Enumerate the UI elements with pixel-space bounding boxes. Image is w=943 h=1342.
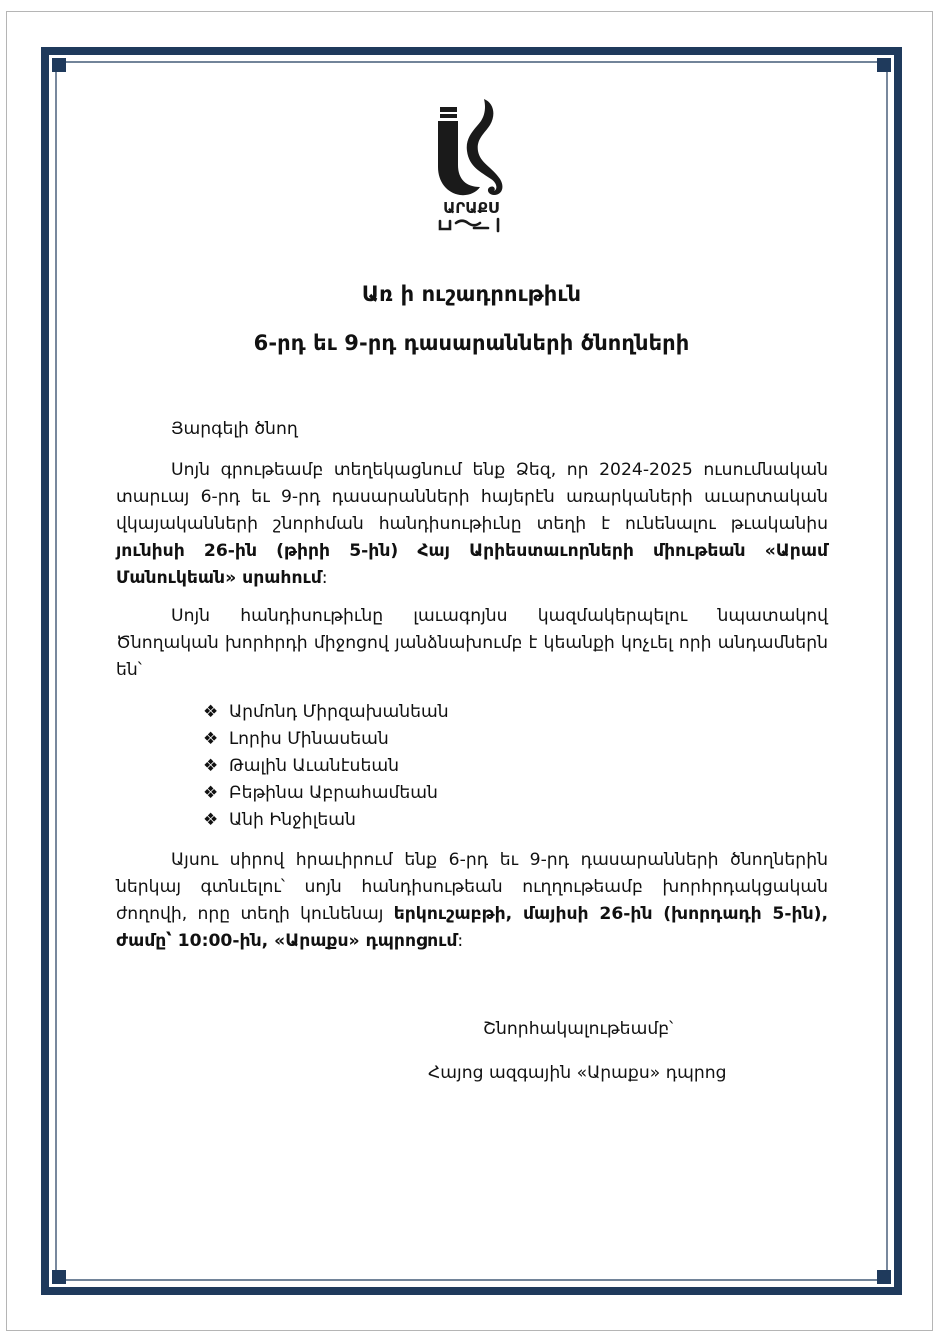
diamond-bullet-icon: ❖ <box>203 702 219 722</box>
greeting: Յարգելի ծնող <box>171 419 298 439</box>
list-item: ❖ Թալին Աւանէսեան <box>203 753 828 780</box>
list-item: ❖ Արմոնդ Միրզախանեան <box>203 699 828 726</box>
school-logo <box>432 95 510 237</box>
heading-attention: Առ ի ուշադրութիւն <box>361 282 582 306</box>
list-item: ❖ Լորիս Մինասեան <box>203 726 828 753</box>
list-item: ❖ Անի Ինջիլեան <box>203 807 828 834</box>
paragraph-committee: Սոյն հանդիսութիւնը լաւագոյնս կազմակերպելու նպատակով Ծնողական խորհրդի միջոցով յանձնախումբ է կեանքի կոչւել որի անդամներն են՝ <box>116 606 828 680</box>
diamond-bullet-icon: ❖ <box>203 756 219 776</box>
diamond-bullet-icon: ❖ <box>203 783 219 803</box>
diamond-bullet-icon: ❖ <box>203 729 219 749</box>
closing-thanks: Շնորհակալութեամբ՝ <box>483 1019 674 1039</box>
signature: Հայոց ազգային «Արաքս» դպրոց <box>428 1063 727 1083</box>
committee-members-list <box>116 699 828 834</box>
letter-body <box>116 416 828 966</box>
diamond-bullet-icon: ❖ <box>203 810 219 830</box>
paragraph-invitation: Այսու սիրով հրաւիրում ենք 6-րդ եւ 9-րդ դասարանների ծնողներին ներկայ գտնւելու՝ սոյն հանդիսութեան ուղղութեամբ խորհրդակցական ժողովի, որը տեղի կունենայ երկուշաբթի, մայիսի 26-ին (խորդադի 5-ին), ժամը՝ 10:00-ին, «Արաքս» դպրոցում: <box>116 850 828 951</box>
list-item: ❖ Բեթինա Աբրահամեան <box>203 780 828 807</box>
ceremony-date-location: յունիսի 26-ին (թիրի 5-ին) Հայ Արիեստաւորների միութեան «Արամ Մանուկեան» սրահում <box>116 541 828 588</box>
svg-text:ԱՐԱՔՍ: ԱՐԱՔՍ <box>443 199 499 217</box>
paragraph-announcement: Սոյն գրութեամբ տեղեկացնում ենք Ձեզ, որ 2024-2025 ուսումնական տարւայ 6-րդ եւ 9-րդ դասարանների հայերէն առարկաների աւարտական վկայականների շնորհման հանդիսութիւնը տեղի է ունենալու թւականիս յունիսի 26-ին (թիրի 5-ին) Հայ Արիեստաւորների միութեան «Արամ Մանուկեան» սրահում: <box>116 460 828 588</box>
heading-audience: 6-րդ եւ 9-րդ դասարանների ծնողների <box>253 331 690 355</box>
meeting-date-location: երկուշաբթի, մայիսի 26-ին (խորդադի 5-ին), ժամը՝ 10:00-ին, «Արաքս» դպրոցում <box>116 904 828 951</box>
